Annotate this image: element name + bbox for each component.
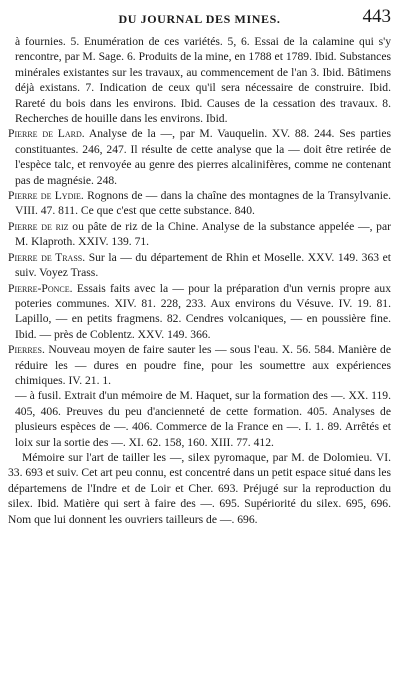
entry-text: Sur la — du département de Rhin et Moselle. XXV. 149. 363 et suiv. Voyez Trass.: [15, 250, 391, 280]
entry-text: ou pâte de riz de la Chine. Analyse de la substance appelée —, par M. Klaproth. XXIV. 139. 71.: [15, 219, 391, 249]
index-entry: [8, 342, 391, 388]
entry-head: Pierres.: [8, 343, 45, 357]
index-entry: [8, 219, 391, 250]
entry-text: Rognons de — dans la chaîne des montagnes de la Transylvanie. VIII. 47. 811. Ce que c'est que cette substance. 840.: [15, 189, 391, 218]
entry-text: Essais faits avec la — pour la préparation d'un vernis propre aux poteries communes. XIV. 81. 228, 233. Aux environs du Vésuve. IV. 19. 81. Lapillo, — en petits fragmens. 82. Cendres volcaniques, — en poussière fine. Ibid. — près de Coblentz. XXV. 149. 366.: [15, 281, 391, 341]
entry-text: Analyse de la —, par M. Vauquelin. XV. 88. 244. Ses parties constituantes. 246, 247. Il résulte de cette analyse que la — doit être retirée de l'espèce talc, et renvoyée au genre des pierres alcalinifères, comme ne contenant pas de magnésie. 248.: [15, 127, 391, 187]
entry-head: Pierre-Ponce.: [8, 281, 73, 295]
entry-text: — à fusil. Extrait d'un mémoire de M. Haquet, sur la formation des —. XX. 119. 405, 406. Preuves du peu d'ancienneté de cette formation. 405. Analyses de plusieurs espèces de —. 406. Commerce de la France en —. I. 1. 89. Arrêtés et loix sur la sortie des —. XI. 62. 158, 160. XIII. 77. 412.: [15, 389, 391, 449]
index-entries: [8, 34, 391, 527]
entry-text: Nouveau moyen de faire sauter les — sous l'eau. X. 56. 584. Manière de réduire les — dures en poudre fine, pour les soumettre aux expériences chimiques. IV. 21. 1.: [15, 343, 391, 387]
index-entry: [8, 188, 391, 219]
entry-head: Pierre de Lydie.: [8, 189, 84, 203]
entry-head: Pierre de riz: [8, 219, 69, 233]
page-header: [8, 6, 391, 34]
index-entry: [8, 34, 391, 126]
entry-text: à fournies. 5. Enumération de ces variétés. 5, 6. Essai de la calamine qui s'y rencontre, par M. Sage. 6. Produits de la mine, en 1788 et 1789. Ibid. Substances minérales existantes sur les travaux, au commencement de l'an 3. Ibid. Bâtimens déjà existans. 7. Indication de ceux qu'il sera nécessaire de construire. Ibid. Rareté du bois dans les environs. Ibid. Causes de la cessation des travaux. 8. Recherches de houille dans les environs. Ibid.: [15, 35, 391, 126]
index-entry: [8, 388, 391, 450]
entry-head: Pierre de Lard.: [8, 127, 85, 141]
index-entry: [8, 250, 391, 281]
running-title: DU JOURNAL DES MINES.: [118, 12, 281, 26]
entry-text: Mémoire sur l'art de tailler les —, silex pyromaque, par M. de Dolomieu. VI. 33. 693 et suiv. Cet art peu connu, est concentré dans un petit espace situé dans les départemens de l'Indre et de Loir et Cher. 693. Préjugé sur la reproduction du silex. Ibid. Matière qui sert à faire des —. 695. Supériorité du silex. 695, 696. Nom que lui donnent les ouvriers tailleurs de —. 696.: [8, 450, 391, 526]
index-entry: [8, 126, 391, 188]
entry-head: Pierre de Trass.: [8, 250, 86, 264]
page-number: 443: [362, 6, 391, 27]
index-entry: [8, 281, 391, 343]
index-entry: [8, 450, 391, 527]
